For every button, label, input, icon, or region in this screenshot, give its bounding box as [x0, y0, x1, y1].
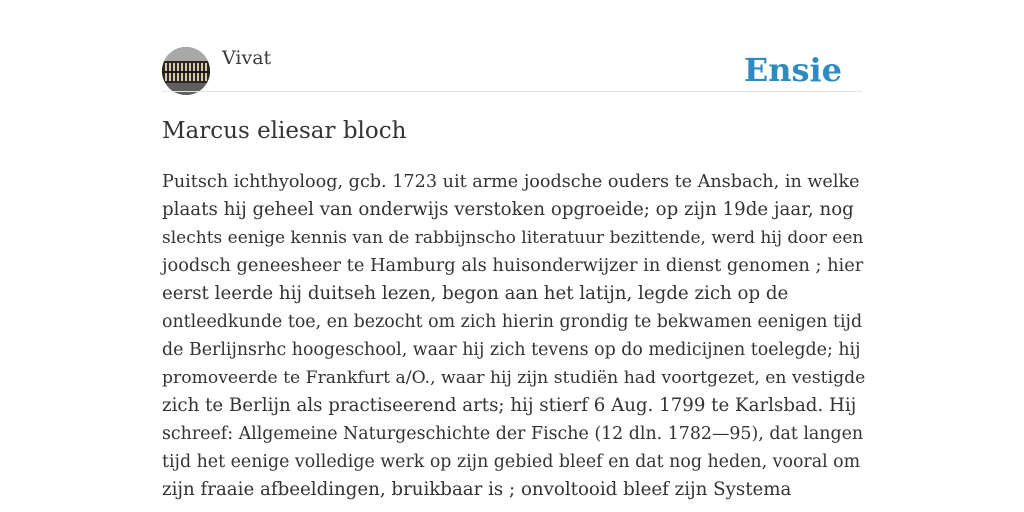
body-line: promoveerde te Frankfurt a/O., waar hij zijn studiën had voortgezet, en vestigde: [162, 368, 866, 388]
header-divider: [162, 91, 862, 92]
bookshelf-avatar-icon: [162, 47, 210, 95]
brand-logo[interactable]: Ensie: [743, 51, 842, 89]
body-line: zich te Berlijn als practiseerend arts; hij stierf 6 Aug. 1799 te Karlsbad. Hij: [162, 395, 857, 416]
body-line: de Berlijnsrhc hoogeschool, waar hij zich tevens op do medicijnen toelegde; hij: [162, 340, 861, 360]
body-line: tijd het eenige volledige werk op zijn gebied bleef en dat nog heden, vooral om: [162, 452, 861, 472]
body-line: eerst leerde hij duitseh lezen, begon aan het latijn, legde zich op de: [162, 283, 789, 304]
body-line: Puitsch ichthyoloog, gcb. 1723 uit arme joodsche ouders te Ansbach, in welke: [162, 172, 860, 192]
article-title: Marcus eliesar bloch: [162, 118, 407, 144]
body-line: plaats hij geheel van onderwijs verstoken opgroeide; op zijn 19de jaar, nog: [162, 199, 854, 220]
body-line: slechts eenige kennis van de rabbijnscho literatuur bezittende, werd hij door een: [162, 228, 864, 248]
body-line: schreef: Allgemeine Naturgeschichte der Fische (12 dln. 1782—95), dat langen: [162, 424, 864, 444]
article-body: [162, 168, 866, 504]
avatar[interactable]: [162, 47, 210, 95]
body-line: ontleedkunde toe, en bezocht om zich hierin grondig te bekwamen eenigen tijd: [162, 312, 863, 332]
body-line: joodsch geneesheer te Hamburg als huisonderwijzer in dienst genomen ; hier: [162, 255, 864, 276]
author-name[interactable]: Vivat: [222, 47, 272, 69]
body-line: zijn fraaie afbeeldingen, bruikbaar is ; onvoltooid bleef zijn Systema: [162, 479, 792, 500]
